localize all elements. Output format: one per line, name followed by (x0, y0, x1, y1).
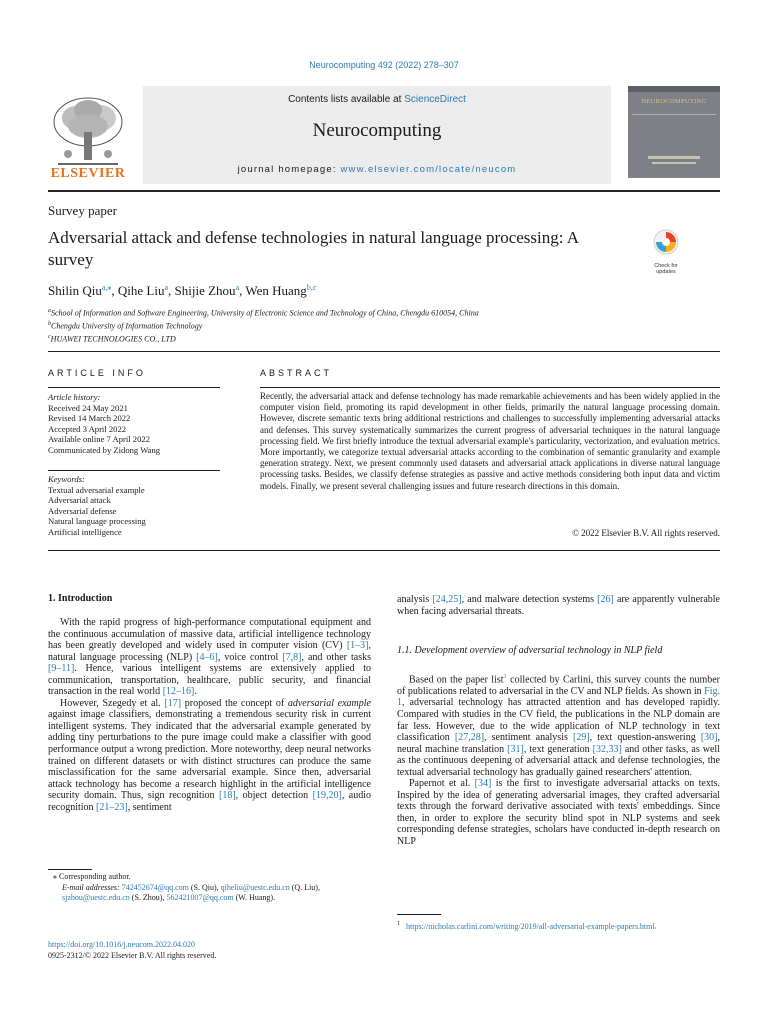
email-label: E-mail addresses: (62, 882, 122, 892)
cover-title: NEUROCOMPUTING (641, 98, 707, 105)
keyword-list (48, 485, 220, 538)
citation-link[interactable]: Fig. 1 (397, 685, 720, 709)
affiliation-mark: b (48, 321, 51, 328)
keyword-item: Adversarial defense (48, 505, 117, 516)
text-run: collected by Carlini, this survey counts the number of publications related to adversarial in the CV and NLP fields. As shown in (397, 674, 720, 697)
contents-line (143, 94, 611, 105)
paragraph-2 (48, 698, 371, 813)
text-run: is the first to investigate adversarial attacks on texts. Inspired by the idea of generating adversarial images, they crafted adversarial texts through the forward derivative associated with texts' embeddings. Since then, in order to explore the security blind spot in NLP systems and seek corresponding defense strategies, scholars have conducted in-depth research on NLP (397, 778, 721, 847)
right-column-text (397, 671, 720, 848)
email-addresses (48, 883, 371, 904)
email-owner: (S. Zhou), (129, 893, 167, 902)
citation-link[interactable]: [9–11] (48, 663, 75, 675)
text-run: Papernot et al. (409, 778, 475, 790)
history-item: Received 24 May 2021 (48, 402, 128, 413)
citation-link[interactable]: [27,28] (454, 732, 485, 744)
citation-link[interactable]: [1–3] (346, 640, 369, 652)
author-name: Wen Huang (245, 283, 307, 298)
text-run: , sentiment analysis (484, 732, 573, 744)
text-run: against image classifiers, demonstrating a tremendous security risk in current intelligent systems. They indicated that the adversarial example generated by adding tiny perturbations to the pure image could make a classifier with good performance output a wrong prediction. More noteworthy, deep neural networks trained on different datasets or with distinct structures can produce the same misclassification for the same adversarial example. Since then, adversarial attack technology has become a research highlight in the artificial intelligence security domain. Thus, sign recognition (48, 709, 371, 802)
author-list (48, 283, 316, 299)
history-label: Article history: (48, 392, 101, 402)
text-run: , neural machine translation (397, 732, 720, 755)
doi-block (48, 939, 216, 961)
author-name: Qihe Liu (117, 283, 165, 298)
keywords-label: Keywords: (48, 474, 85, 484)
corresponding-footnote (48, 872, 371, 904)
citation-link[interactable]: [19,20] (312, 790, 342, 802)
citation-link[interactable]: [21–23] (96, 801, 128, 813)
text-run: , and other tasks (301, 651, 371, 663)
text-run: are apparently vulnerable when facing adversarial threats. (397, 594, 720, 617)
text-run: , text generation (523, 743, 593, 755)
author-name: Shijie Zhou (174, 283, 236, 298)
author-affiliation-mark[interactable]: a (164, 283, 169, 292)
history-list (48, 403, 220, 456)
author-separator: , (111, 283, 118, 298)
keyword-item: Textual adversarial example (48, 484, 145, 495)
text-run: . Hence, various intelligent systems are extensively applied to communication, transportation, healthcare, public security, and financial transaction in the real world (48, 663, 371, 698)
footnote-1-link[interactable]: https://nicholas.carlini.com/writing/2019/all-adversarial-example-papers.html (406, 921, 655, 931)
abstract-rule (260, 387, 720, 388)
affiliation-rule (48, 351, 720, 352)
affiliation-mark: a (48, 308, 51, 314)
affiliation-item (48, 332, 720, 345)
footnote-1 (397, 919, 720, 932)
keyword-item: Artificial intelligence (48, 526, 122, 537)
email-link[interactable]: qiheliu@uestc.edu.cn (220, 882, 290, 892)
text-run: , and malware detection systems (461, 594, 598, 605)
keyword-item: Adversarial attack (48, 495, 111, 506)
text-run: . (194, 686, 197, 698)
affiliation-item (48, 319, 720, 332)
history-item: Revised 14 March 2022 (48, 413, 131, 424)
article-title: Adversarial attack and defense technologies in natural language processing: A survey (48, 228, 579, 269)
citation-link[interactable]: [31] (507, 743, 524, 755)
history-item: Communicated by Zidong Wang (48, 444, 161, 455)
text-run: , voice control (217, 651, 283, 663)
author-separator: , (239, 283, 246, 298)
author-separator: , (168, 283, 175, 298)
author-name: Shilin Qiu (48, 283, 102, 298)
paragraph-3 (397, 671, 720, 778)
abstract-copyright: © 2022 Elsevier B.V. All rights reserved. (572, 528, 720, 538)
left-footnote-rule (48, 869, 92, 870)
corresponding-author-note: ⁎ Corresponding author. (53, 872, 131, 881)
paragraph-continued (397, 594, 720, 617)
author-affiliation-mark[interactable]: a,⁎ (101, 283, 112, 292)
keyword-item: Natural language processing (48, 516, 146, 527)
citation-link[interactable]: [29] (573, 732, 590, 744)
citation-link[interactable]: [7,8] (282, 651, 302, 663)
paragraph-1 (48, 617, 371, 698)
citation-link[interactable]: [26] (597, 594, 614, 605)
citation-link[interactable]: [30] (700, 732, 718, 744)
text-run: , natural language processing (NLP) (48, 640, 371, 663)
keywords-block (48, 474, 220, 538)
contents-prefix: Contents lists available at (288, 94, 405, 105)
citation-link[interactable]: [24,25] (432, 594, 462, 605)
citation-link[interactable]: [18] (219, 790, 236, 802)
author-affiliation-mark[interactable]: a (235, 283, 240, 292)
text-run: Based on the paper list (409, 674, 504, 686)
text-run: proposed the concept of (181, 697, 288, 709)
text-run: , object detection (235, 790, 313, 802)
citation-link[interactable]: [32,33] (592, 743, 622, 755)
right-column-text-top (397, 594, 720, 617)
subsection-heading: 1.1. Development overview of adversarial technology in NLP field (397, 645, 663, 656)
affiliation-list (48, 306, 720, 345)
journal-name: Neurocomputing (312, 120, 442, 141)
text-run: , sentiment (127, 801, 172, 813)
journal-banner (143, 86, 611, 184)
email-link[interactable]: 742452674@qq.com (121, 882, 189, 892)
citation-link[interactable]: [34] (474, 778, 492, 790)
paragraph-4 (397, 778, 720, 847)
affiliation-text: HUAWEI TECHNOLOGIES CO., LTD (50, 334, 176, 344)
text-run: analysis (397, 594, 433, 605)
right-footnote-rule (397, 914, 441, 915)
abstract-text: Recently, the adversarial attack and defense technology has made remarkable achievements and has been widely applied in the computer vision field, promoting its rapid development in other fields, primarily the natural language processing domain. However, discrete semantic texts bring additional restrictions and challenges to successfully implementing adversarial attacks and defenses. This survey systematically summarizes the current progress of adversarial techniques in the natural language processing field. We first briefly introduce the textual adversarial example's particularity, vectorization, and evaluation metrics. More importantly, we categorize textual adversarial attacks according to the combination of semantic granularity and example generation strategy. Next, we present commonly used datasets and adversarial attack applications in diverse natural language processing tasks. Besides, we classify defense strategies as passive and active methods considering both input data and victim models. Finally, we present several challenging issues and future research directions in this domain. (260, 391, 720, 491)
text-run: and other tasks, as well as the continuous deepening of adversarial attack and defense technologies, the textual adversarial technology has gradually gained researchers' attention. (397, 743, 720, 778)
article-info-rule (48, 387, 220, 388)
homepage-link[interactable]: www.elsevier.com/locate/neucom (340, 164, 517, 175)
masthead (48, 86, 720, 184)
citation-link[interactable]: [4–6] (196, 651, 218, 663)
article-history (48, 392, 220, 456)
doi-link[interactable]: https://doi.org/10.1016/j.neucom.2022.04.020 (48, 940, 195, 949)
section-heading-introduction: 1. Introduction (48, 593, 113, 604)
history-item: Available online 7 April 2022 (48, 434, 150, 445)
affiliation-text: School of Information and Software Engineering, University of Electronic Science and Technology of China, Chengdu 610054, China (51, 308, 479, 318)
text-run: With the rapid progress of high-performance computational equipment and the continuous accumulation of massive data, artificial intelligence technology has been greatly developed and widely used in computer vision (CV) (48, 617, 371, 652)
author-affiliation-mark[interactable]: b,c (306, 283, 317, 292)
article-info-heading: ARTICLE INFO (48, 368, 146, 378)
journal-citation[interactable]: Neurocomputing 492 (2022) 278–307 (309, 60, 459, 70)
keywords-rule (48, 470, 220, 471)
text-run: , text question-answering (589, 732, 701, 744)
email-link[interactable]: sjzhou@uestc.edu.cn (62, 893, 130, 902)
affiliation-text: Chengdu University of Information Technology (51, 321, 203, 331)
masthead-rule (48, 190, 720, 192)
citation-link[interactable]: [17] (164, 697, 182, 709)
badge-label: Check for updates (654, 263, 678, 275)
left-column-text (48, 617, 371, 813)
text-run: However, Szegedy et al. (60, 697, 165, 709)
check-for-updates-badge[interactable] (646, 228, 686, 275)
homepage-prefix: journal homepage: (237, 164, 341, 175)
footnote-1-end: . (654, 921, 657, 931)
text-run: , audio recognition (48, 790, 372, 813)
history-item: Accepted 3 April 2022 (48, 423, 127, 434)
check-for-updates-icon (646, 228, 686, 258)
affiliation-item (48, 306, 720, 319)
footnote-1-mark: 1 (397, 921, 400, 927)
abstract-bottom-rule (48, 550, 720, 551)
email-owner: (W. Huang). (233, 893, 276, 902)
affiliation-mark: c (48, 334, 51, 341)
email-owner: (Q. Liu), (289, 882, 320, 892)
journal-homepage (143, 164, 611, 175)
email-link[interactable]: 562421007@qq.com (166, 893, 234, 902)
article-type: Survey paper (48, 203, 117, 218)
sciencedirect-link[interactable]: ScienceDirect (404, 94, 466, 105)
footnote-ref[interactable]: 1 (503, 673, 507, 680)
text-run: , adversarial technology has attracted attention and has developed rapidly. Compared with studies in the CV field, the publications in the NLP domain are far less. However, due to the wide application of NLP technology in text classification (397, 697, 720, 744)
abstract-heading: ABSTRACT (260, 368, 333, 378)
email-owner: (S. Qiu), (188, 882, 221, 892)
emphasis-text: adversarial example (287, 697, 371, 709)
publisher-wordmark: ELSEVIER (50, 166, 126, 181)
issn-line: 0925-2312/© 2022 Elsevier B.V. All rights reserved. (48, 951, 217, 960)
citation-link[interactable]: [12–16] (162, 686, 195, 698)
